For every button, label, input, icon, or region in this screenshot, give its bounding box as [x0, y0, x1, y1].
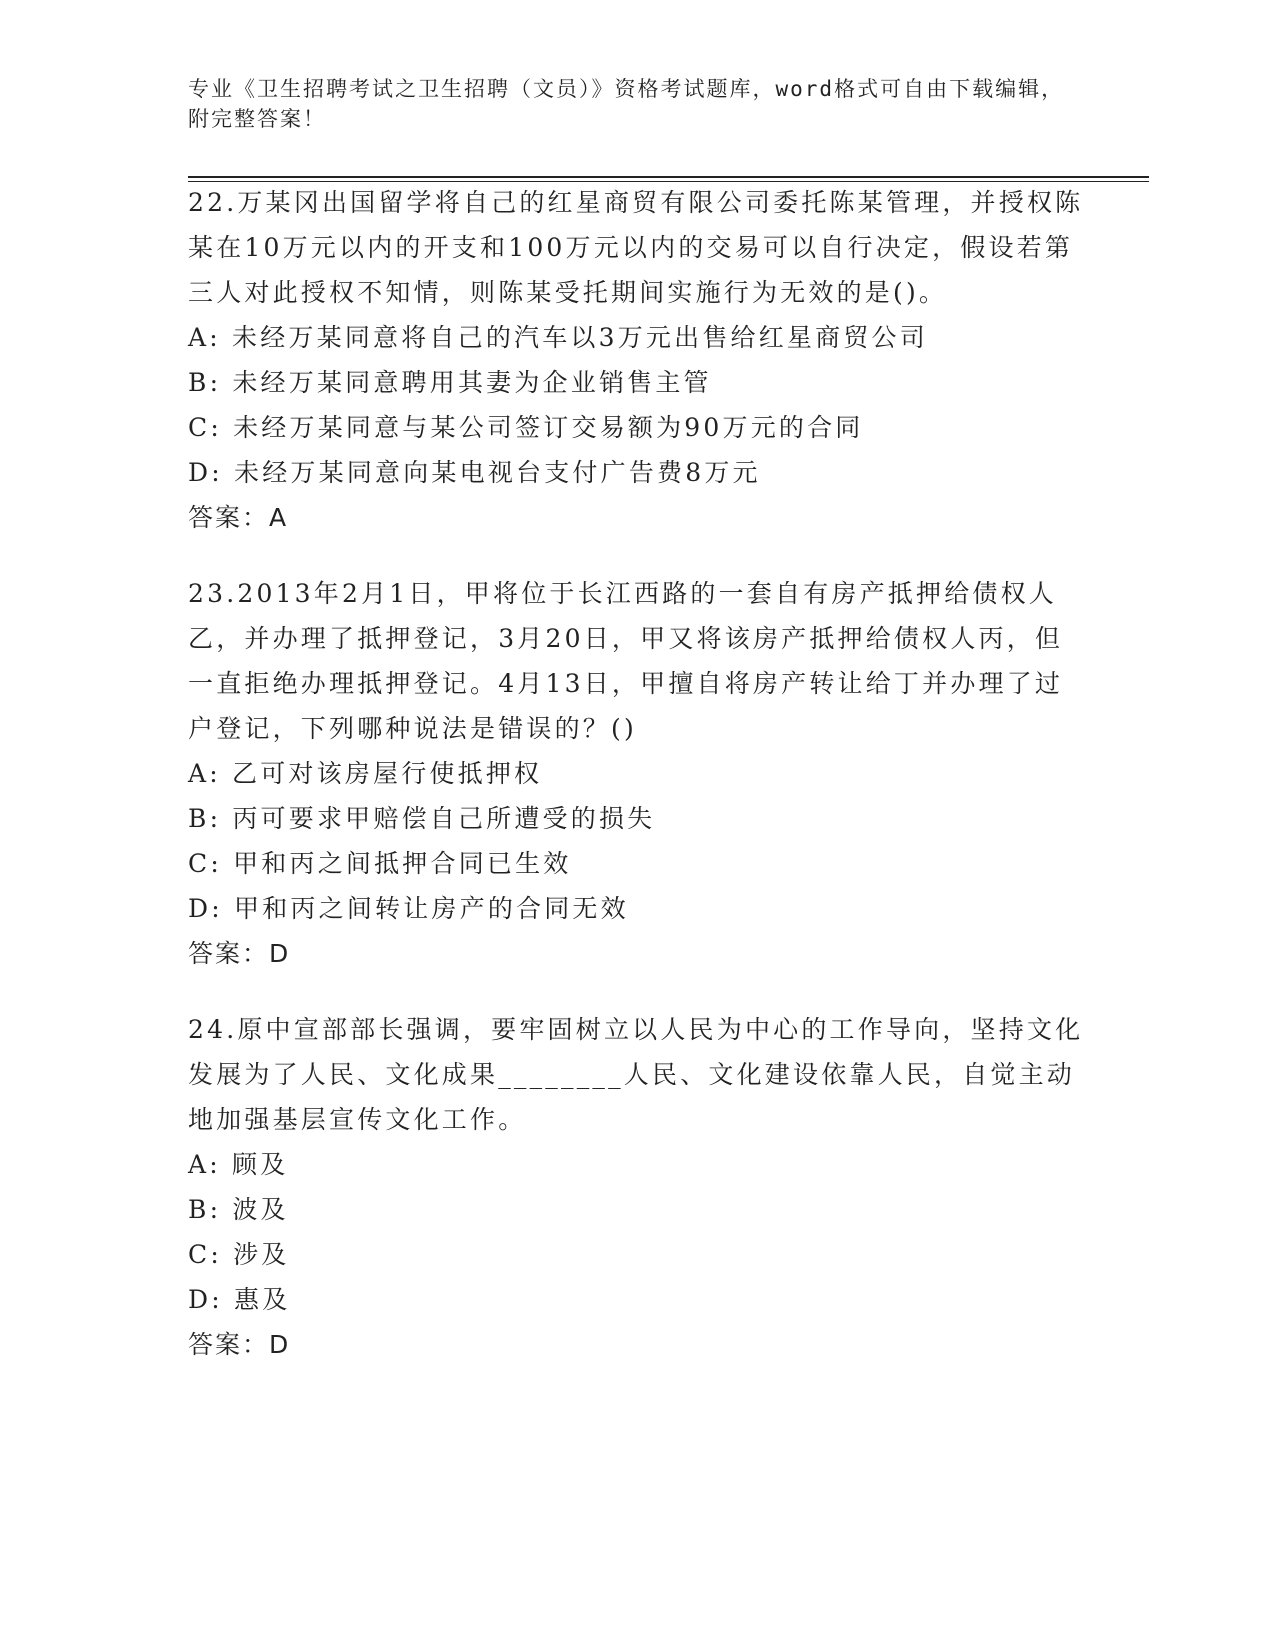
option-d: D: 未经万某同意向某电视台支付广告费8万元 — [188, 458, 761, 487]
option-a: A: 未经万某同意将自己的汽车以3万元出售给红星商贸公司 — [188, 323, 928, 352]
option-a: A: 顾及 — [188, 1150, 289, 1179]
document-header: 专业《卫生招聘考试之卫生招聘（文员）》资格考试题库，word格式可自由下载编辑，附完整答案！ — [188, 77, 1065, 131]
option-b: B: 波及 — [188, 1195, 289, 1224]
answer-line: 答案：D — [188, 1330, 291, 1359]
answer-line: 答案：A — [188, 503, 289, 532]
question-22 — [188, 180, 1088, 540]
question-stem: 24.原中宣部部长强调，要牢固树立以人民为中心的工作导向，坚持文化发展为了人民、文化成果________人民、文化建设依靠人民，自觉主动地加强基层宣传文化工作。 — [188, 1015, 1084, 1134]
question-stem: 22.万某冈出国留学将自己的红星商贸有限公司委托陈某管理，并授权陈某在10万元以内的开支和100万元以内的交易可以自行决定，假设若第三人对此授权不知情，则陈某受托期间实施行为无效的是()。 — [188, 188, 1084, 307]
option-b: B: 未经万某同意聘用其妻为企业销售主管 — [188, 368, 712, 397]
option-list — [188, 1142, 1088, 1322]
option-a: A: 乙可对该房屋行使抵押权 — [188, 759, 543, 788]
option-c: C: 涉及 — [188, 1240, 290, 1269]
answer-line: 答案：D — [188, 939, 291, 968]
option-list — [188, 315, 1088, 495]
question-23 — [188, 571, 1088, 976]
question-24 — [188, 1007, 1088, 1367]
option-d: D: 甲和丙之间转让房产的合同无效 — [188, 894, 629, 923]
option-c: C: 未经万某同意与某公司签订交易额为90万元的合同 — [188, 413, 864, 442]
question-stem: 23.2013年2月1日，甲将位于长江西路的一套自有房产抵押给债权人乙，并办理了抵押登记，3月20日，甲又将该房产抵押给债权人丙，但一直拒绝办理抵押登记。4月13日，甲擅自将房产转让给丁并办理了过户登记，下列哪种说法是错误的？() — [188, 579, 1064, 743]
header-divider — [188, 176, 1149, 178]
option-c: C: 甲和丙之间抵押合同已生效 — [188, 849, 572, 878]
option-b: B: 丙可要求甲赔偿自己所遭受的损失 — [188, 804, 656, 833]
option-list — [188, 751, 1088, 931]
option-d: D: 惠及 — [188, 1285, 291, 1314]
